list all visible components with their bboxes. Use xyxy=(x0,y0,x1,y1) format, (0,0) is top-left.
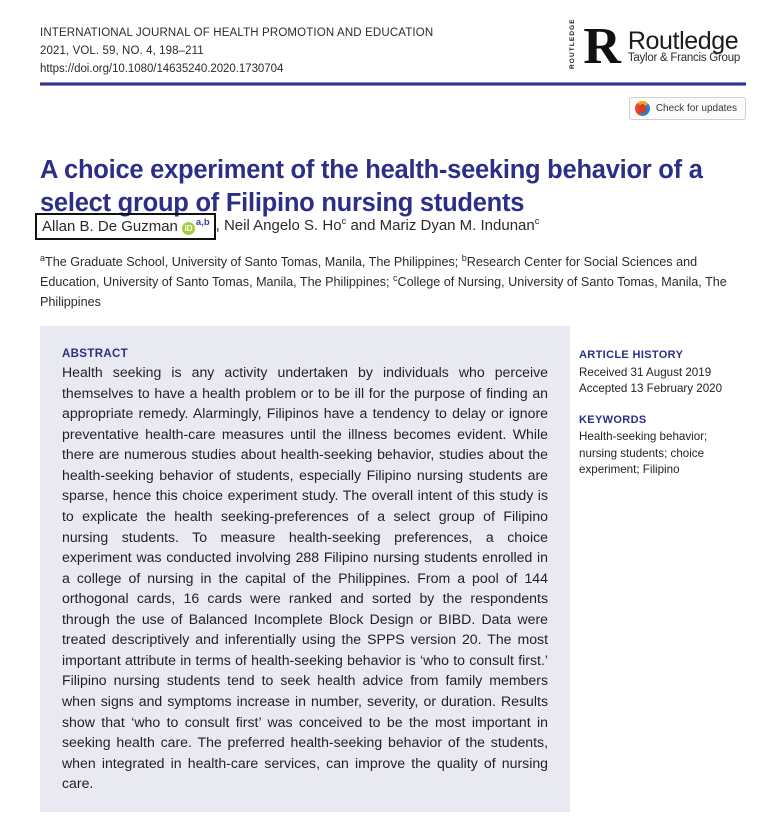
keywords-line-1: Health-seeking behavior; xyxy=(579,430,708,444)
doi-link[interactable]: https://doi.org/10.1080/14635240.2020.1730704 xyxy=(40,63,284,76)
affiliation-mark-c: c xyxy=(393,273,398,284)
abstract-inner xyxy=(40,326,570,804)
highlighted-first-author xyxy=(35,213,216,240)
header-divider xyxy=(40,82,746,86)
journal-name: INTERNATIONAL JOURNAL OF HEALTH PROMOTION AND EDUCATION xyxy=(40,27,434,39)
check-for-updates-badge[interactable] xyxy=(629,97,746,120)
abstract-heading: ABSTRACT xyxy=(62,348,129,360)
orcid-id-icon[interactable]: iD xyxy=(182,222,195,235)
page-title: A choice experiment of the health-seeking behavior of a select group of Filipino nursing students xyxy=(40,156,703,218)
routledge-r-mark-icon: R xyxy=(583,18,619,76)
abstract-panel xyxy=(40,326,570,812)
routledge-logo xyxy=(569,18,740,76)
publisher-tagline: Taylor & Francis Group xyxy=(627,52,740,65)
affiliation-text-c: College of Nursing, University of Santo Tomas, Manila, The Philippines xyxy=(40,275,727,309)
author-list xyxy=(40,213,740,240)
keywords-group xyxy=(579,413,751,479)
journal-volume-issue-pages: 2021, VOL. 59, NO. 4, 198–211 xyxy=(40,45,204,58)
masthead xyxy=(40,18,740,78)
affiliation-marker-c2: c xyxy=(534,216,540,227)
crossmark-icon xyxy=(635,101,650,116)
abstract-body: Health seeking is any activity undertaken by individuals who perceive themselves to have a health problem or to be ill for the purpose of finding an appropriate remedy. Alarmingly, Filipinos have a tendency to delay or ignore preventative health-care measures until the illness becomes evident. While there are numerous studies about health-seeking behavior, studies about the health-seeking behavior of students, especially Filipino nursing students are sparse, hence this choice experiment study. The overall intent of this study is to explicate the health seeking-preferences of a select group of Filipino nursing students. To measure health-seeking preferences, a choice experiment was conducted involving 288 Filipino nursing students enrolled in a college of nursing in the capital of the Philippines. From a pool of 144 orthogonal cards, 16 cards were ranked and sorted by the respondents through the use of Balanced Incomplete Block Design or BIBD. Data were treated descriptively and inferentially using the SPPS version 20. The most important attribute in terms of health-seeking behavior is ‘who to consult first.’ Filipino nursing students tend to seek health advice from family members when signs and symptoms increase in number, severity, or duration. Results show that ‘who to consult first’ was conceived to be the most important in seeking health care. The preferred health-seeking behavior of the students, when integrated in health-care services, can improve the quality of nursing care. xyxy=(62,364,548,792)
affiliation-marker-c1: c xyxy=(341,216,347,227)
keywords-line-3: experiment; Filipino xyxy=(579,463,680,477)
author-name-third: and Mariz Dyan M. Indunan xyxy=(346,217,535,234)
article-history-group xyxy=(579,348,751,398)
article-meta-column xyxy=(579,348,751,478)
article-accepted-date: Accepted 13 February 2020 xyxy=(579,382,723,396)
affiliation-mark-a: a xyxy=(40,253,46,263)
affiliations xyxy=(40,252,750,312)
affiliation-marker-ab: a,b xyxy=(195,217,210,228)
author-name-first: Allan B. De Guzman xyxy=(42,218,178,235)
affiliation-mark-b: b xyxy=(461,253,467,263)
affiliation-text-a: The Graduate School, University of Santo Tomas, Manila, The Philippines; xyxy=(45,255,462,270)
journal-metadata xyxy=(40,24,433,78)
keywords-line-2: nursing students; choice xyxy=(579,446,705,460)
publisher-name: Routledge xyxy=(627,26,739,55)
author-name-second: , Neil Angelo S. Ho xyxy=(215,217,342,234)
routledge-wordmark xyxy=(627,26,740,65)
affiliation-text-b: Research Center for Social Sciences and Education, University of Santo Tomas, Manila, The Philippines; xyxy=(40,255,698,290)
check-for-updates-label: Check for updates xyxy=(655,103,737,114)
routledge-vertical-text: ROUTLEDGE xyxy=(569,18,577,69)
article-received-date: Received 31 August 2019 xyxy=(579,365,712,379)
article-history-heading: ARTICLE HISTORY xyxy=(579,349,684,361)
keywords-heading: KEYWORDS xyxy=(579,413,647,426)
